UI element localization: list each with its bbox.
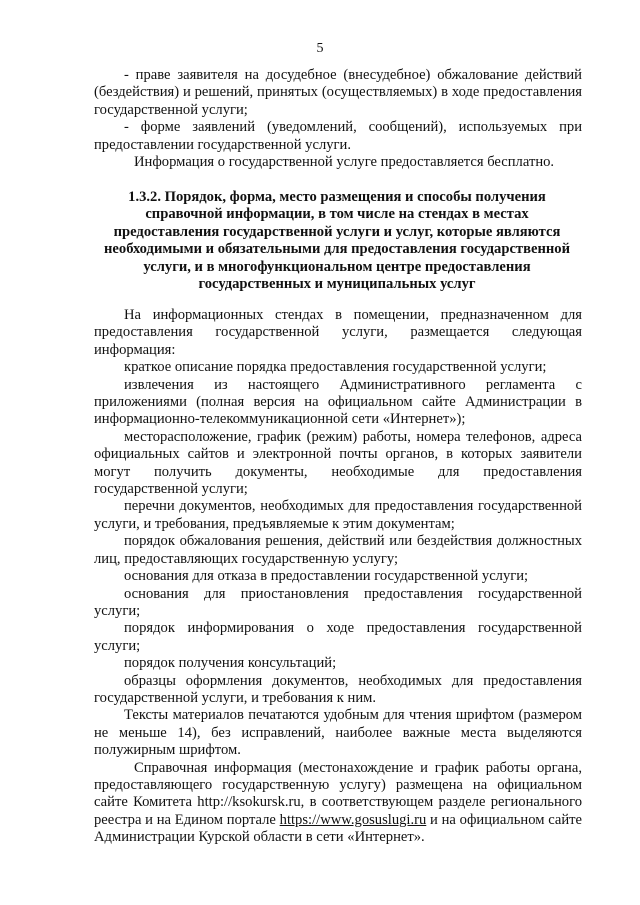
heading-line: 1.3.2. Порядок, форма, место размещения и способы получения: [128, 189, 546, 205]
heading-line: услуги, и в многофункциональном центре предоставления: [143, 258, 531, 275]
list-item: образцы оформления документов, необходимых для предоставления государственной услуги, и требования к ним.: [94, 672, 582, 706]
list-item: извлечения из настоящего Административного регламента с приложениями (полная версия на официальном сайте Администрации в информационно-телекоммуникационной сети «Интернет»);: [94, 376, 582, 428]
heading-line: справочной информации, в том числе на стендах в местах: [145, 206, 529, 223]
intro-item: Информация о государственной услуге предоставляется бесплатно.: [134, 154, 555, 171]
intro-item: - форме заявлений (уведомлений, сообщений), используемых при предоставлении государственной услуги.: [94, 119, 582, 153]
list-item: порядок получения консультаций;: [124, 655, 337, 672]
reference-text-end: и на официальном сайте Администрации Курской области в сети «Интернет».: [94, 811, 582, 846]
reference-text: Справочная информация (местонахождение и график работы органа, предоставляющего государственную услугу) размещена на официальном сайте Комитета http://ksokursk.ru, в соответствующем разделе регионального реестра и на Едином портале: [94, 759, 582, 828]
list-item: порядок информирования о ходе предоставления государственной услуги;: [94, 620, 582, 654]
heading-line: государственных и муниципальных услуг: [198, 276, 476, 293]
lead-paragraph: На информационных стендах в помещении, предназначенном для предоставления государственной услуги, размещается следующая информация:: [94, 307, 582, 358]
list-item: перечни документов, необходимых для предоставления государственной услуги, и требования, предъявляемые к этим документам;: [94, 498, 582, 532]
gosuslugi-link[interactable]: https://www.gosuslugi.ru: [279, 811, 427, 828]
heading-line: предоставления государственной услуги и услуг, которые являются: [113, 223, 561, 240]
page-number: 5: [316, 41, 324, 56]
list-item: порядок обжалования решения, действий или бездействия должностных лиц, предоставляющих государственную услугу;: [94, 533, 582, 567]
font-requirements-paragraph: Тексты материалов печатаются удобным для чтения шрифтом (размером не меньше 14), без исправлений, наиболее важные места выделяются полужирным шрифтом.: [94, 707, 582, 759]
reference-paragraph: [94, 760, 582, 847]
section-heading: [104, 189, 570, 293]
heading-line: необходимыми и обязательными для предоставления государственной: [104, 241, 570, 258]
list-item: основания для приостановления предоставления государственной услуги;: [94, 585, 582, 619]
list-item: месторасположение, график (режим) работы, номера телефонов, адреса официальных сайтов и электронной почты органов, в которых заявители могут получить документы, необходимые для предоставления государственной услуги;: [94, 428, 582, 498]
list-item: основания для отказа в предоставлении государственной услуги;: [124, 568, 529, 585]
intro-section: [94, 67, 582, 171]
list-item: краткое описание порядка предоставления государственной услуги;: [124, 359, 547, 376]
main-section: [94, 307, 582, 847]
intro-item: - праве заявителя на досудебное (внесудебное) обжалование действий (бездействия) и решений, принятых (осуществляемых) в ходе предоставления государственной услуги;: [94, 67, 582, 118]
